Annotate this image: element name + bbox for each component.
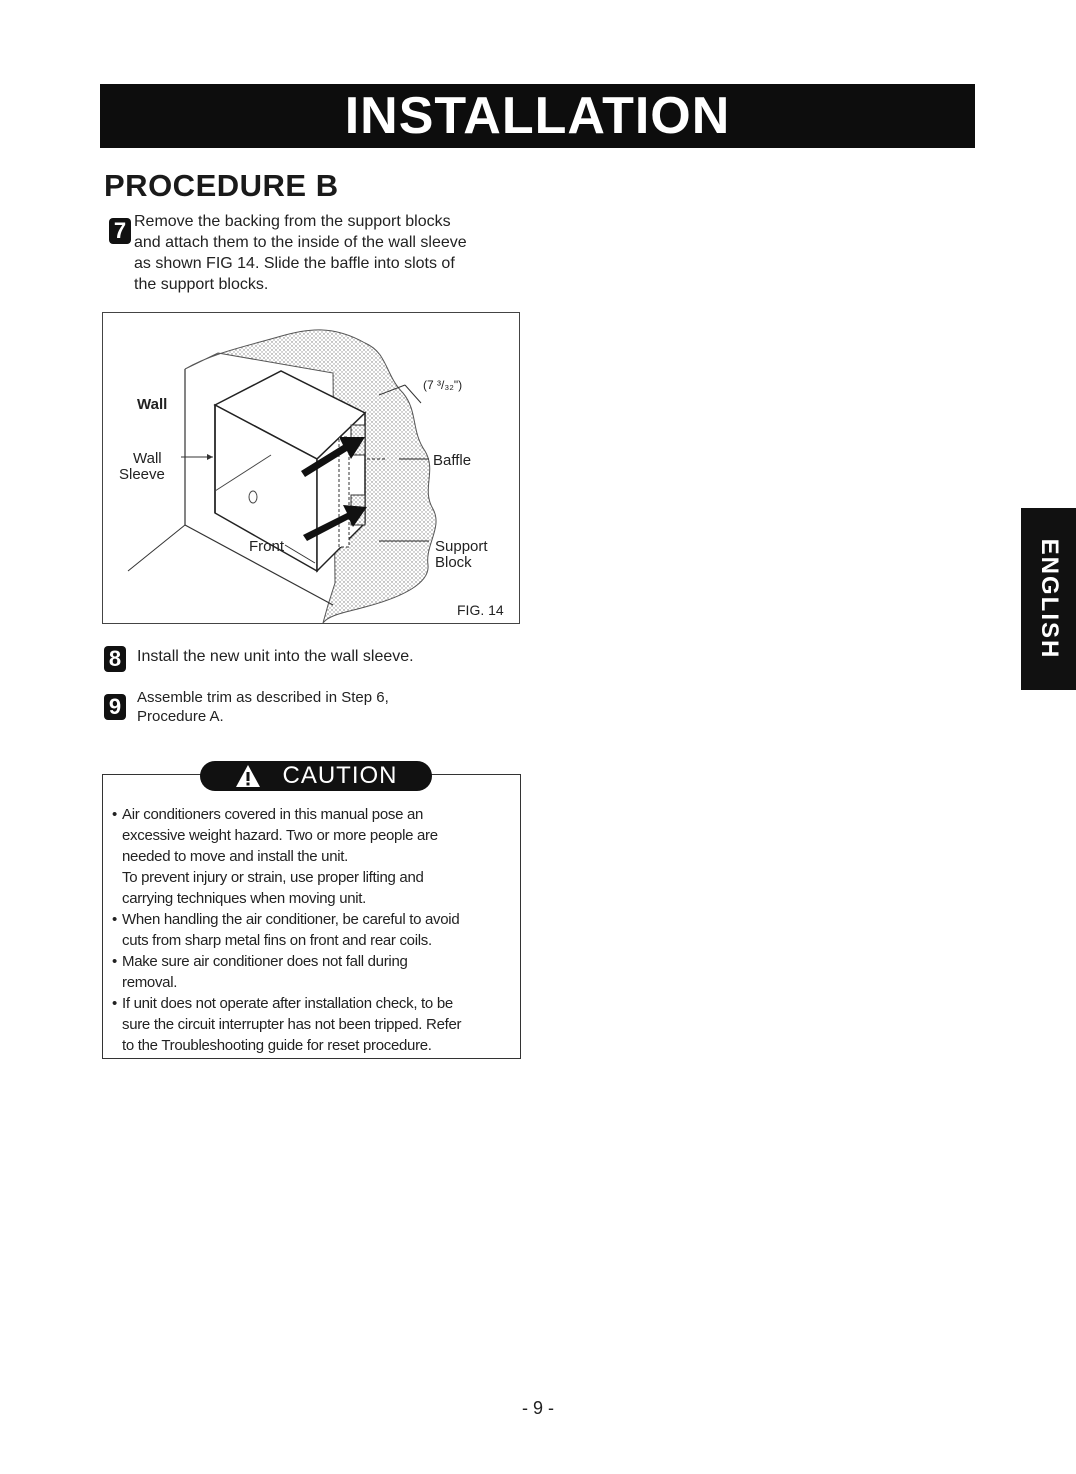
step-7-line: as shown FIG 14. Slide the baffle into slots of bbox=[134, 255, 455, 272]
caution-line: • Make sure air conditioner does not fall during bbox=[122, 953, 408, 970]
caution-line: removal. bbox=[122, 974, 178, 991]
caution-line: • Air conditioners covered in this manual pose an bbox=[122, 806, 424, 823]
caution-line: carrying techniques when moving unit. bbox=[122, 890, 367, 907]
caution-line: To prevent injury or strain, use proper lifting and bbox=[122, 869, 424, 886]
caution-line: sure the circuit interrupter has not been tripped. Refer bbox=[122, 1016, 462, 1033]
label-baffle: Baffle bbox=[433, 452, 472, 469]
caution-list bbox=[112, 804, 512, 1056]
caution-item bbox=[112, 909, 512, 951]
step-8-line: Install the new unit into the wall sleeve. bbox=[137, 648, 414, 665]
caution-header bbox=[200, 761, 432, 791]
step-9-line: Assemble trim as described in Step 6, bbox=[137, 689, 389, 706]
step-8-badge: 8 bbox=[104, 646, 126, 672]
figure-caption: FIG. 14 bbox=[457, 602, 504, 618]
warning-icon bbox=[235, 764, 261, 788]
section-banner bbox=[100, 84, 975, 148]
step-7-badge: 7 bbox=[109, 218, 131, 244]
caution-line: cuts from sharp metal fins on front and rear coils. bbox=[122, 932, 432, 949]
caution-line: • When handling the air conditioner, be careful to avoid bbox=[122, 911, 460, 928]
caution-title: CAUTION bbox=[282, 762, 398, 789]
caution-item bbox=[112, 993, 512, 1056]
step-8-text bbox=[137, 646, 414, 667]
step-9-line: Procedure A. bbox=[137, 708, 224, 725]
page-number: - 9 - bbox=[521, 1398, 554, 1418]
step-7-line: and attach them to the inside of the wall sleeve bbox=[134, 234, 467, 251]
caution-line: to the Troubleshooting guide for reset procedure. bbox=[122, 1037, 432, 1054]
language-tab-label: ENGLISH bbox=[1035, 538, 1063, 660]
step-7-line: the support blocks. bbox=[134, 276, 269, 293]
label-support-top: Support bbox=[435, 538, 488, 555]
step-7-line: Remove the backing from the support blocks bbox=[134, 213, 451, 230]
caution-line: needed to move and install the unit. bbox=[122, 848, 349, 865]
label-support-bottom: Block bbox=[435, 554, 472, 571]
label-wall-sleeve-top: Wall bbox=[133, 450, 162, 467]
caution-line: • If unit does not operate after installation check, to be bbox=[122, 995, 453, 1012]
banner-title: INSTALLATION bbox=[344, 87, 731, 145]
procedure-title: PROCEDURE B bbox=[104, 168, 339, 203]
caution-item bbox=[112, 804, 512, 909]
caution-line: excessive weight hazard. Two or more people are bbox=[122, 827, 438, 844]
step-9-badge: 9 bbox=[104, 694, 126, 720]
label-wall: Wall bbox=[137, 396, 168, 413]
language-tab bbox=[1021, 508, 1076, 690]
label-front: Front bbox=[249, 538, 285, 555]
label-wall-sleeve-bottom: Sleeve bbox=[119, 466, 165, 483]
label-dimension: (7 ³/₃₂") bbox=[423, 378, 463, 392]
figure-14 bbox=[102, 312, 520, 624]
caution-item bbox=[112, 951, 512, 993]
wall-sleeve-diagram bbox=[103, 313, 520, 624]
step-7-text bbox=[134, 211, 467, 295]
step-9-text bbox=[137, 688, 389, 726]
